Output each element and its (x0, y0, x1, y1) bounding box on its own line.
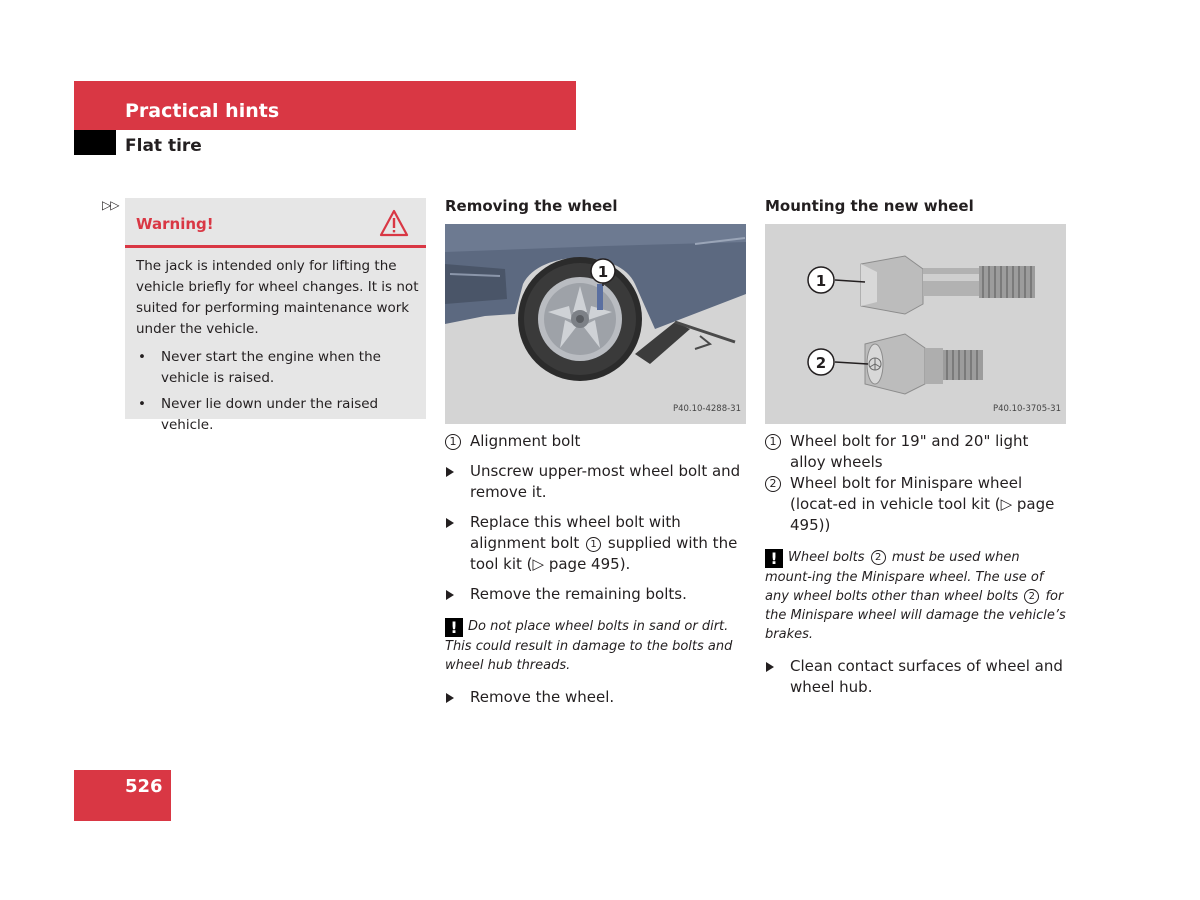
caution-note: ! Wheel bolts 2 must be used when mount-ing the Minispare wheel. The use of any wheel bolts other than wheel bolts 2 for the Minispare wheel will damage the vehicle’s brakes. (765, 549, 1066, 642)
warning-bullet: • Never lie down under the raised vehicle. (138, 396, 379, 433)
subsection-marker (74, 130, 116, 155)
step-item: Replace this wheel bolt with alignment bolt 1 supplied with the tool kit (▷ page 495). (445, 512, 747, 575)
step-item: Clean contact surfaces of wheel and wheel hub. (765, 656, 1067, 698)
step-arrow-icon (446, 590, 454, 600)
warning-box (125, 198, 426, 433)
warning-text: The jack is intended only for lifting the vehicle briefly for wheel changes. It is not suited for performing maintenance work under the vehicle. (136, 258, 419, 337)
caution-icon: ! (445, 618, 463, 637)
mounting-wheel-column (765, 196, 1067, 698)
removing-wheel-column (445, 196, 747, 708)
figure-code: P40.10-4288-31 (672, 404, 741, 414)
warning-bullet: • Never start the engine when the vehicle is raised. (138, 349, 381, 386)
step-item: Remove the wheel. (445, 687, 747, 708)
step-arrow-icon (446, 693, 454, 703)
mounting-steps (765, 656, 1067, 698)
figure-callout: 1 (597, 263, 609, 281)
warning-header (125, 198, 426, 248)
caution-icon: ! (765, 549, 783, 568)
removing-steps-final (445, 687, 747, 708)
step-arrow-icon (446, 518, 454, 528)
warning-body (136, 256, 420, 441)
step-item: Remove the remaining bolts. (445, 584, 747, 605)
car-wheel-jack-illustration (445, 224, 746, 424)
figure-callout: 2 (815, 354, 827, 372)
wheel-bolts-illustration (765, 224, 1066, 424)
continued-marker: ▷▷ (102, 198, 119, 212)
step-arrow-icon (446, 467, 454, 477)
legend-item: 1 Alignment bolt (445, 431, 747, 452)
section-title: Practical hints (125, 100, 280, 122)
caution-note: ! Do not place wheel bolts in sand or dirt. This could result in damage to the bolts and wheel hub threads. (445, 618, 733, 673)
removing-steps (445, 461, 747, 605)
figure-code: P40.10-3705-31 (992, 404, 1061, 414)
removing-legend (445, 431, 747, 452)
legend-item: 2 Wheel bolt for Minispare wheel (locat-ed in vehicle tool kit (▷ page 495)) (765, 473, 1067, 536)
removing-wheel-heading: Removing the wheel (445, 197, 618, 215)
mounting-legend (765, 431, 1067, 536)
warning-bullets (136, 347, 420, 436)
removing-wheel-figure (445, 224, 746, 424)
step-item: Unscrew upper-most wheel bolt and remove it. (445, 461, 747, 503)
page-number: 526 (125, 776, 163, 797)
warning-title: Warning! (136, 215, 214, 233)
mounting-wheel-heading: Mounting the new wheel (765, 197, 974, 215)
legend-item: 1 Wheel bolt for 19" and 20" light alloy wheels (765, 431, 1067, 473)
step-arrow-icon (766, 662, 774, 672)
warning-triangle-icon (379, 209, 409, 237)
mounting-wheel-figure (765, 224, 1066, 424)
subsection-title: Flat tire (125, 136, 202, 156)
figure-callout: 1 (815, 272, 827, 290)
